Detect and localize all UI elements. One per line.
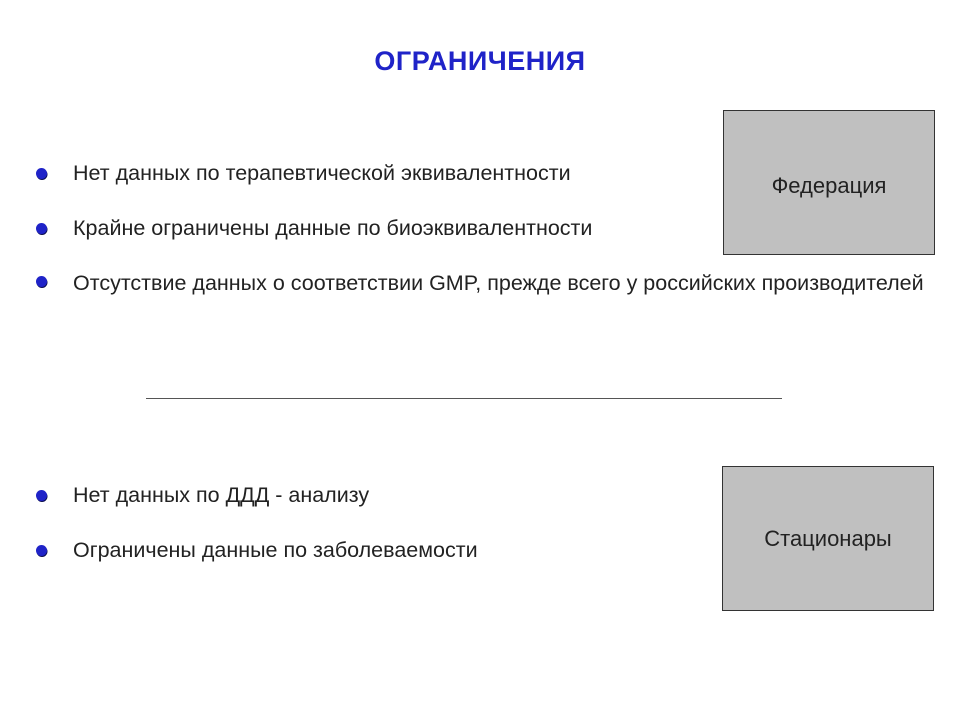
bullet-text: Крайне ограничены данные по биоэквивалентности — [73, 216, 593, 240]
bullet-dot-icon — [36, 545, 47, 556]
bullet-text: Нет данных по ДДД - анализу — [73, 483, 370, 507]
federation-box-label: Федерация — [771, 172, 887, 198]
list-item — [36, 478, 716, 513]
bullet-text: Отсутствие данных о соответствии GMP, прежде всего у российских производителей — [73, 271, 924, 295]
list-item — [36, 533, 716, 568]
federation-box — [723, 110, 935, 255]
list-item — [36, 261, 933, 306]
bullet-text: Ограничены данные по заболеваемости — [73, 538, 478, 562]
bottom-bullet-list — [36, 478, 716, 588]
hospitals-box — [722, 466, 934, 611]
slide-title: ОГРАНИЧЕНИЯ — [374, 46, 586, 76]
hospitals-box-label: Стационары — [764, 526, 892, 551]
bullet-dot-icon — [36, 223, 47, 234]
bullet-dot-icon — [36, 276, 47, 287]
section-divider — [146, 398, 782, 399]
bullet-dot-icon — [36, 168, 47, 179]
bullet-dot-icon — [36, 490, 47, 501]
bullet-text: Нет данных по терапевтической эквивалентности — [73, 161, 571, 185]
